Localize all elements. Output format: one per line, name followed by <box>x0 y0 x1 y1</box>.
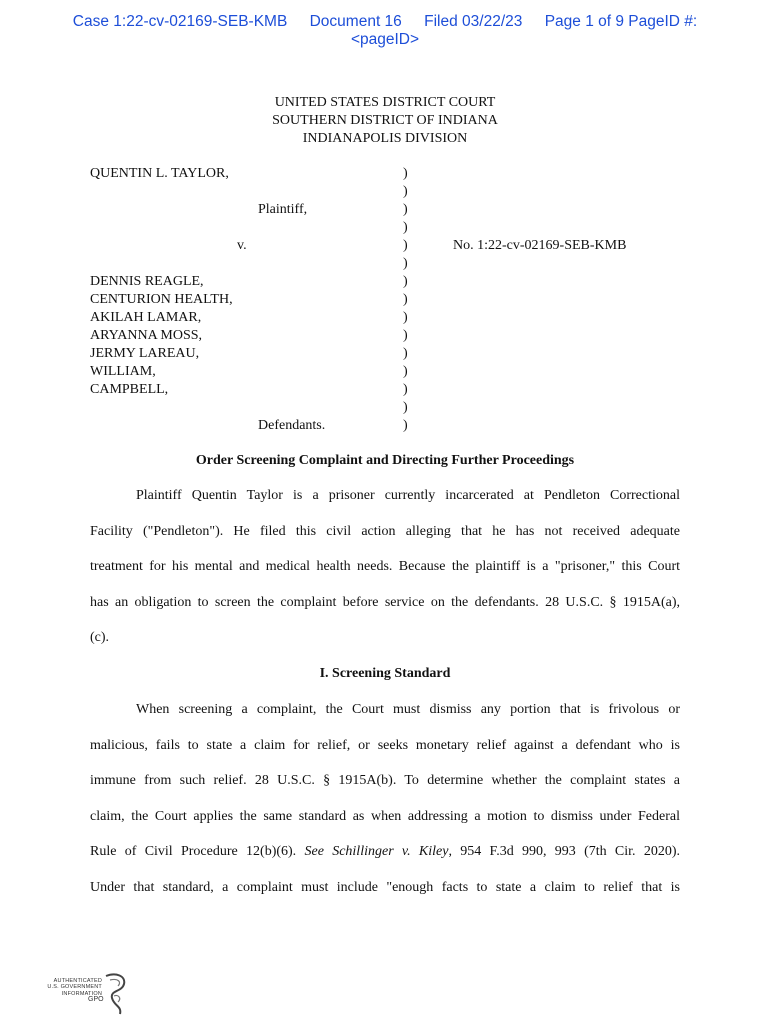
text-line: malicious, fails to state a claim for relief, or seeks monetary relief against a defendant who is <box>90 737 680 753</box>
defendant-name: WILLIAM, <box>90 364 156 379</box>
court-heading <box>0 94 770 148</box>
defendants-label: Defendants. <box>258 418 326 433</box>
caption-paren: ) <box>403 346 408 361</box>
page-info: Page 1 of 9 PageID #: <box>544 13 698 30</box>
case-number: No. 1:22-cv-02169-SEB-KMB <box>453 238 627 253</box>
gpo-mark: GPO <box>88 996 104 1003</box>
ecf-header <box>0 13 770 49</box>
text-line: When screening a complaint, the Court must dismiss any portion that is frivolous or <box>136 702 680 717</box>
page-id: <pageID> <box>350 31 420 48</box>
court-name: UNITED STATES DISTRICT COURT <box>274 95 496 110</box>
caption-paren: ) <box>403 238 408 253</box>
caption-paren: ) <box>403 418 408 433</box>
caption-paren: ) <box>403 328 408 343</box>
seal-line: AUTHENTICATED <box>53 978 102 984</box>
division-name: INDIANAPOLIS DIVISION <box>302 131 468 146</box>
text-fragment: Rule of Civil Procedure 12(b)(6). <box>90 844 305 860</box>
defendant-name: AKILAH LAMAR, <box>90 310 202 325</box>
seal-line: U.S. GOVERNMENT <box>47 984 102 991</box>
document-number: Document 16 <box>309 13 402 30</box>
text-line: Under that standard, a complaint must include "enough facts to state a claim to relief that is <box>90 879 680 895</box>
order-title: Order Screening Complaint and Directing Further Proceedings <box>195 453 575 468</box>
ecf-header-line1 <box>0 13 770 31</box>
defendant-name: JERMY LAREAU, <box>90 346 200 361</box>
seal-text <box>44 978 102 997</box>
text-line: claim, the Court applies the same standard as when addressing a motion to dismiss under Federal <box>90 808 680 824</box>
defendant-name: CENTURION HEALTH, <box>90 292 233 307</box>
caption-paren: ) <box>403 274 408 289</box>
case-number-header: Case 1:22-cv-02169-SEB-KMB <box>72 13 288 30</box>
filed-date: Filed 03/22/23 <box>424 13 523 30</box>
text-line: (c). <box>90 630 110 646</box>
text-line-citation <box>90 834 680 870</box>
text-line: Facility ("Pendleton"). He filed this civil action alleging that he has not received adequate <box>90 523 680 539</box>
section-heading: I. Screening Standard <box>319 666 451 681</box>
caption-paren: ) <box>403 184 408 199</box>
seal-line: INFORMATION <box>61 990 102 997</box>
caption-paren: ) <box>403 400 408 415</box>
caption-paren: ) <box>403 202 408 217</box>
caption-paren: ) <box>403 220 408 235</box>
eagle-icon <box>102 972 128 1018</box>
plaintiff-name: QUENTIN L. TAYLOR, <box>90 166 229 181</box>
defendant-name: ARYANNA MOSS, <box>90 328 203 343</box>
caption-paren: ) <box>403 364 408 379</box>
defendant-name: CAMPBELL, <box>90 382 169 397</box>
defendant-name: DENNIS REAGLE, <box>90 274 204 289</box>
text-line: has an obligation to screen the complaint before service on the defendants. 28 U.S.C. § 1915A(a), <box>90 594 680 610</box>
gpo-authentication-seal <box>44 972 128 1018</box>
caption-paren: ) <box>403 292 408 307</box>
text-line: treatment for his mental and medical health needs. Because the plaintiff is a "prisoner," this Court <box>90 559 680 575</box>
district-name: SOUTHERN DISTRICT OF INDIANA <box>272 113 498 128</box>
text-line: immune from such relief. 28 U.S.C. § 1915A(b). To determine whether the complaint states a <box>90 773 680 789</box>
text-line: Plaintiff Quentin Taylor is a prisoner currently incarcerated at Pendleton Correctional <box>136 488 680 503</box>
caption-paren: ) <box>403 382 408 397</box>
caption-paren: ) <box>403 310 408 325</box>
screening-paragraph <box>90 692 680 906</box>
plaintiff-label: Plaintiff, <box>258 202 308 217</box>
intro-paragraph <box>90 478 680 656</box>
caption-paren: ) <box>403 256 408 271</box>
versus: v. <box>237 238 247 253</box>
text-fragment: , 954 F.3d 990, 993 (7th Cir. 2020). <box>448 844 680 860</box>
caption-paren: ) <box>403 166 408 181</box>
case-citation: See Schillinger v. Kiley <box>304 844 449 860</box>
